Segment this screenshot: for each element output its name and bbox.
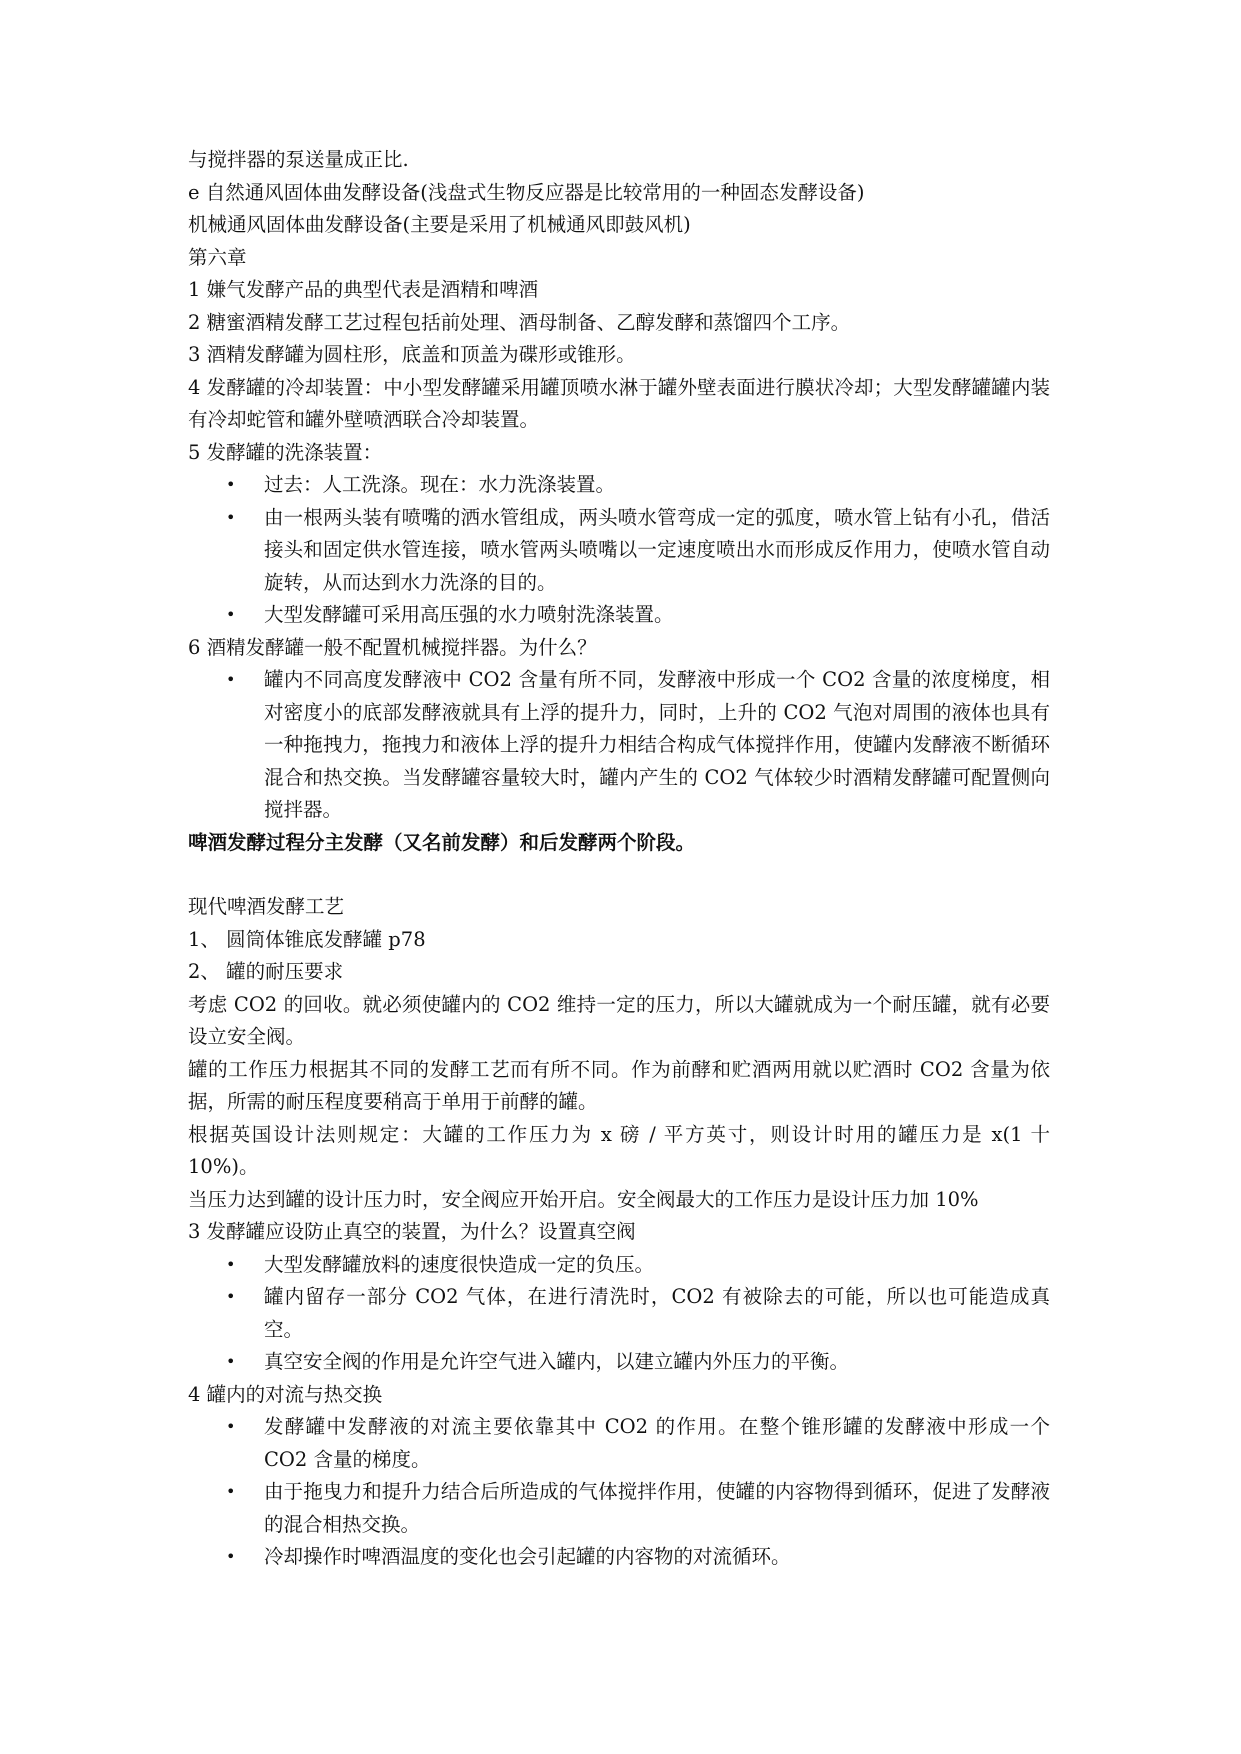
text-line: 1、 圆筒体锥底发酵罐 p78 — [188, 927, 426, 951]
list-item-text: 真空安全阀的作用是允许空气进入罐内，以建立罐内外压力的平衡。 — [264, 1350, 850, 1373]
text-paragraph: 根据英国设计法则规定：大罐的工作压力为 x 磅 / 平方英寸，则设计时用的罐压力是 x(1 十 10%)。 — [188, 1122, 1050, 1178]
bullet-icon: • — [226, 507, 236, 527]
list-item — [188, 664, 1050, 827]
list-item — [188, 1411, 1050, 1476]
list-item-text: 罐内不同高度发酵液中 CO2 含量有所不同，发酵液中形成一个 CO2 含量的浓度梯度，相对密度小的底部发酵液就具有上浮的提升力，同时，上升的 CO2 气泡对周围的液体也具有一种拖拽力，拖拽力和液体上浮的提升力相结合构成气体搅拌作用，使罐内发酵液不断循环混合和热交换。当发酵罐容量较大时，罐内产生的 CO2 气体较少时酒精发酵罐可配置侧向搅拌器。 — [264, 668, 1050, 821]
text-line: 3 酒精发酵罐为圆柱形，底盖和顶盖为碟形或锥形。 — [188, 343, 636, 366]
bullet-icon: • — [226, 1482, 236, 1501]
text-line: 4 罐内的对流与热交换 — [188, 1382, 383, 1406]
list-item — [188, 502, 1050, 600]
list-item — [188, 599, 1050, 632]
bullet-list-convection — [188, 1411, 1050, 1574]
list-item — [188, 1249, 1050, 1282]
text-line: 5 发酵罐的洗涤装置： — [188, 440, 383, 464]
list-item — [188, 1476, 1050, 1541]
list-item-text: 发酵罐中发酵液的对流主要依靠其中 CO2 的作用。在整个锥形罐的发酵液中形成一个 CO2 含量的梯度。 — [264, 1415, 1050, 1471]
bullet-icon: • — [226, 670, 236, 689]
text-line: 6 酒精发酵罐一般不配置机械搅拌器。为什么？ — [188, 635, 597, 659]
text-line: 2 糖蜜酒精发酵工艺过程包括前处理、酒母制备、乙醇发酵和蒸馏四个工序。 — [188, 310, 851, 334]
list-item — [188, 1281, 1050, 1346]
bullet-list-stirring — [188, 664, 1050, 827]
text-line: 与搅拌器的泵送量成正比. — [188, 148, 409, 171]
text-line: 2、 罐的耐压要求 — [188, 960, 344, 983]
list-item — [188, 1541, 1050, 1574]
bullet-list-vacuum — [188, 1249, 1050, 1379]
text-line: 当压力达到罐的设计压力时，安全阀应开始开启。安全阀最大的工作压力是设计压力加 10% — [188, 1187, 979, 1211]
text-paragraph: 罐的工作压力根据其不同的发酵工艺而有所不同。作为前酵和贮酒两用就以贮酒时 CO2 含量为依据，所需的耐压程度要稍高于单用于前酵的罐。 — [188, 1057, 1050, 1113]
list-item-text: 大型发酵罐放料的速度很快造成一定的负压。 — [264, 1252, 655, 1276]
bullet-list-washing — [188, 469, 1050, 632]
blank-line — [188, 859, 1050, 891]
bullet-icon: • — [226, 605, 236, 624]
chapter-heading: 第六章 — [188, 245, 247, 269]
text-line: 3 发酵罐应设防止真空的装置，为什么？设置真空阀 — [188, 1220, 636, 1243]
list-item-text: 冷却操作时啤酒温度的变化也会引起罐的内容物的对流循环。 — [264, 1545, 791, 1568]
list-item-text: 大型发酵罐可采用高压强的水力喷射洗涤装置。 — [264, 603, 674, 626]
bullet-icon: • — [226, 1547, 236, 1566]
list-item-text: 由一根两头装有喷嘴的洒水管组成，两头喷水管弯成一定的弧度，喷水管上钻有小孔，借活接头和固定供水管连接，喷水管两头喷嘴以一定速度喷出水而形成反作用力，使喷水管自动旋转，从而达到水力洗涤的目的。 — [264, 505, 1050, 594]
list-item-text: 罐内留存一部分 CO2 气体，在进行清洗时，CO2 有被除去的可能，所以也可能造成真空。 — [264, 1285, 1050, 1341]
bold-statement: 啤酒发酵过程分主发酵（又名前发酵）和后发酵两个阶段。 — [188, 830, 696, 854]
text-line: 机械通风固体曲发酵设备(主要是采用了机械通风即鼓风机) — [188, 213, 691, 236]
document-page — [188, 144, 1050, 1574]
text-paragraph: 考虑 CO2 的回收。就必须使罐内的 CO2 维持一定的压力，所以大罐就成为一个耐压罐，就有必要设立安全阀。 — [188, 992, 1050, 1048]
list-item — [188, 469, 1050, 502]
bullet-icon: • — [226, 475, 236, 494]
bullet-icon: • — [226, 1254, 236, 1274]
bullet-icon: • — [226, 1352, 236, 1371]
list-item-text: 由于拖曳力和提升力结合后所造成的气体搅拌作用，使罐的内容物得到循环，促进了发酵液的混合相热交换。 — [264, 1480, 1050, 1536]
text-paragraph: 4 发酵罐的冷却装置：中小型发酵罐采用罐顶喷水淋于罐外壁表面进行膜状冷却；大型发酵罐罐内装有冷却蛇管和罐外壁喷洒联合冷却装置。 — [188, 375, 1050, 431]
bullet-icon: • — [226, 1287, 236, 1306]
bullet-icon: • — [226, 1417, 236, 1436]
list-item — [188, 1346, 1050, 1379]
list-item-text: 过去：人工洗涤。现在：水力洗涤装置。 — [264, 473, 616, 496]
text-line: 1 嫌气发酵产品的典型代表是酒精和啤酒 — [188, 278, 539, 301]
text-line: e 自然通风固体曲发酵设备(浅盘式生物反应器是比较常用的一种固态发酵设备) — [188, 180, 865, 204]
section-heading: 现代啤酒发酵工艺 — [188, 895, 345, 918]
